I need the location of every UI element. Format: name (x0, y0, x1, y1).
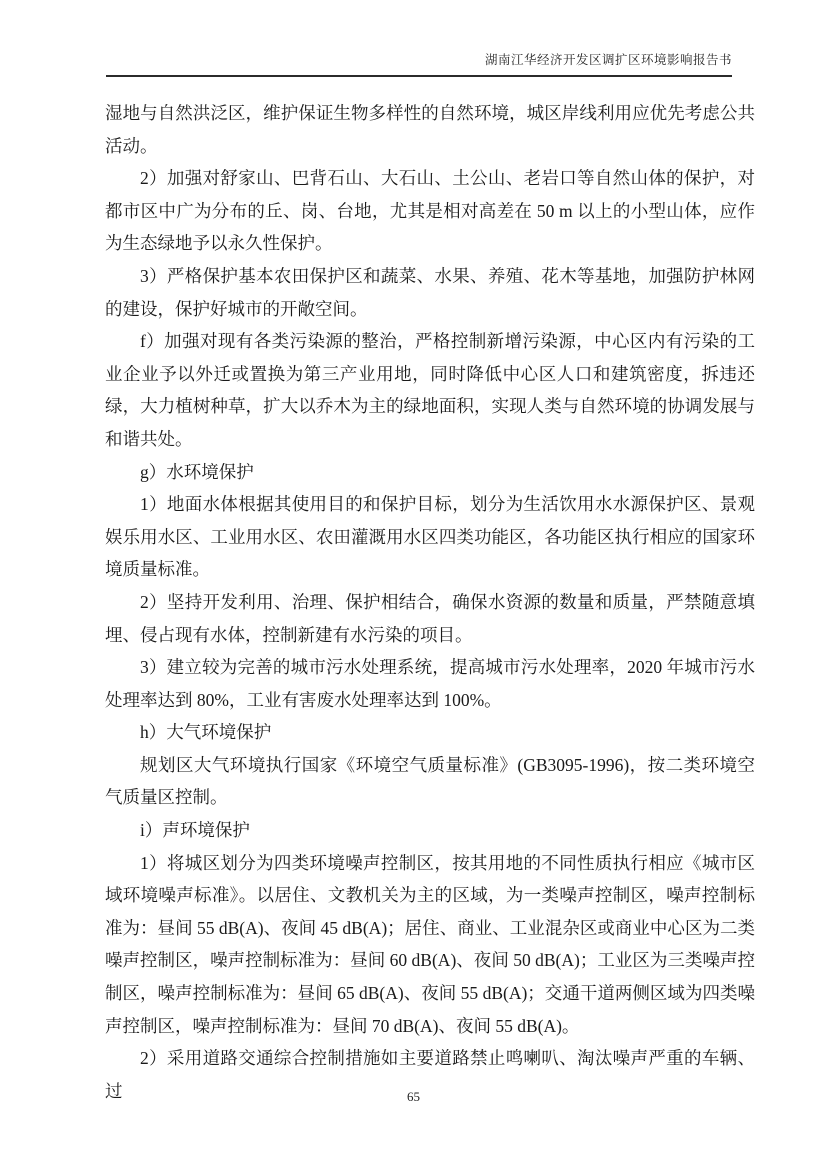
document-body (105, 97, 755, 1107)
paragraph: 规划区大气环境执行国家《环境空气质量标准》(GB3095-1996)，按二类环境空气质量区控制。 (105, 754, 755, 808)
paragraph: g）水环境保护 (140, 461, 254, 482)
paragraph: 2）坚持开发利用、治理、保护相结合，确保水资源的数量和质量，严禁随意填埋、侵占现有水体，控制新建有水污染的项目。 (105, 591, 755, 645)
paragraph: 3）严格保护基本农田保护区和蔬菜、水果、养殖、花木等基地，加强防护林网的建设，保护好城市的开敞空间。 (105, 265, 755, 319)
page-number: 65 (407, 1089, 420, 1104)
page-footer (0, 1089, 827, 1105)
paragraph: f）加强对现有各类污染源的整治，严格控制新增污染源，中心区内有污染的工业企业予以外迁或置换为第三产业用地，同时降低中心区人口和建筑密度，拆违还绿，大力植树种草，扩大以乔木为主的绿地面积，实现人类与自然环境的协调发展与和谐共处。 (105, 331, 755, 449)
paragraph: 1）将城区划分为四类环境噪声控制区，按其用地的不同性质执行相应《城市区域环境噪声标准》。以居住、文教机关为主的区域，为一类噪声控制区，噪声控制标准为：昼间 55 dB(A)、夜间 45 dB(A)；居住、商业、工业混杂区或商业中心区为二类噪声控制区，噪声控制标准为：昼间 60 dB(A)、夜间 50 dB(A)；工业区为三类噪声控制区，噪声控制标准为：昼间 65 dB(A)、夜间 55 dB(A)；交通干道两侧区域为四类噪声控制区，噪声控制标准为：昼间 70 dB(A)、夜间 55 dB(A)。 (105, 852, 755, 1036)
page-header (106, 52, 732, 77)
paragraph: 2）采用道路交通综合控制措施如主要道路禁止鸣喇叭、淘汰噪声严重的车辆、过 (105, 1048, 755, 1101)
paragraph: 2）加强对舒家山、巴背石山、大石山、土公山、老岩口等自然山体的保护，对都市区中广为分布的丘、岗、台地，尤其是相对高差在 50 m 以上的小型山体，应作为生态绿地予以永久性保护。 (105, 168, 755, 254)
paragraph: 1）地面水体根据其使用目的和保护目标，划分为生活饮用水水源保护区、景观娱乐用水区、工业用水区、农田灌溉用水区四类功能区，各功能区执行相应的国家环境质量标准。 (105, 494, 755, 580)
paragraph: 3）建立较为完善的城市污水处理系统，提高城市污水处理率，2020 年城市污水处理率达到 80%，工业有害废水处理率达到 100%。 (105, 657, 755, 710)
paragraph: h）大气环境保护 (140, 722, 272, 743)
paragraph: 湿地与自然洪泛区，维护保证生物多样性的自然环境，城区岸线利用应优先考虑公共活动。 (105, 103, 755, 156)
header-title: 湖南江华经济开发区调扩区环境影响报告书 (484, 53, 732, 67)
paragraph: i）声环境保护 (140, 820, 250, 841)
